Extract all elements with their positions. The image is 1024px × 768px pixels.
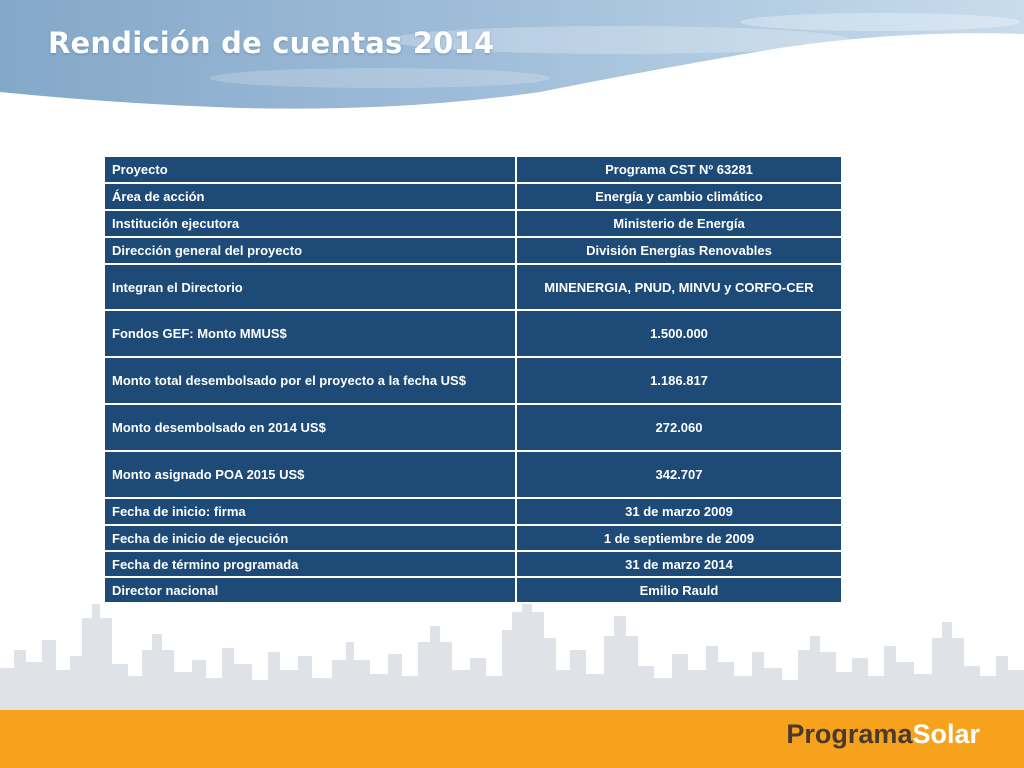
row-value: 31 de marzo 2009: [516, 498, 842, 525]
brand-logo-part1: Programa: [786, 719, 913, 749]
row-label: Proyecto: [104, 156, 516, 183]
row-label: Integran el Directorio: [104, 264, 516, 310]
row-value: 1.186.817: [516, 357, 842, 404]
table-row: [104, 404, 842, 451]
row-value: 272.060: [516, 404, 842, 451]
table-row: [104, 577, 842, 603]
row-value: Ministerio de Energía: [516, 210, 842, 237]
project-summary-table: [103, 155, 843, 604]
footer-bar: [0, 710, 1024, 768]
row-value: 1 de septiembre de 2009: [516, 525, 842, 551]
city-skyline: [0, 590, 1024, 720]
table-row: [104, 264, 842, 310]
page-title: Rendición de cuentas 2014: [48, 26, 495, 60]
row-value: Emilio Rauld: [516, 577, 842, 603]
sky-banner: [0, 0, 1024, 140]
row-value: 1.500.000: [516, 310, 842, 357]
table-row: [104, 551, 842, 577]
table-row: [104, 210, 842, 237]
table-row: [104, 237, 842, 264]
row-value: 342.707: [516, 451, 842, 498]
brand-logo-part2: Solar: [912, 719, 980, 749]
table-row: [104, 498, 842, 525]
table-row: [104, 357, 842, 404]
row-value: División Energías Renovables: [516, 237, 842, 264]
row-label: Monto asignado POA 2015 US$: [104, 451, 516, 498]
table-row: [104, 156, 842, 183]
brand-logo: [786, 719, 980, 750]
row-label: Monto total desembolsado por el proyecto a la fecha US$: [104, 357, 516, 404]
table-row: [104, 310, 842, 357]
row-value: MINENERGIA, PNUD, MINVU y CORFO-CER: [516, 264, 842, 310]
row-label: Fecha de inicio de ejecución: [104, 525, 516, 551]
row-label: Fecha de término programada: [104, 551, 516, 577]
row-label: Fecha de inicio: firma: [104, 498, 516, 525]
row-label: Dirección general del proyecto: [104, 237, 516, 264]
row-label: Monto desembolsado en 2014 US$: [104, 404, 516, 451]
table-row: [104, 451, 842, 498]
row-label: Director nacional: [104, 577, 516, 603]
row-value: 31 de marzo 2014: [516, 551, 842, 577]
table-row: [104, 525, 842, 551]
row-label: Fondos GEF: Monto MMUS$: [104, 310, 516, 357]
table-row: [104, 183, 842, 210]
row-label: Área de acción: [104, 183, 516, 210]
row-value: Energía y cambio climático: [516, 183, 842, 210]
row-value: Programa CST Nº 63281: [516, 156, 842, 183]
row-label: Institución ejecutora: [104, 210, 516, 237]
